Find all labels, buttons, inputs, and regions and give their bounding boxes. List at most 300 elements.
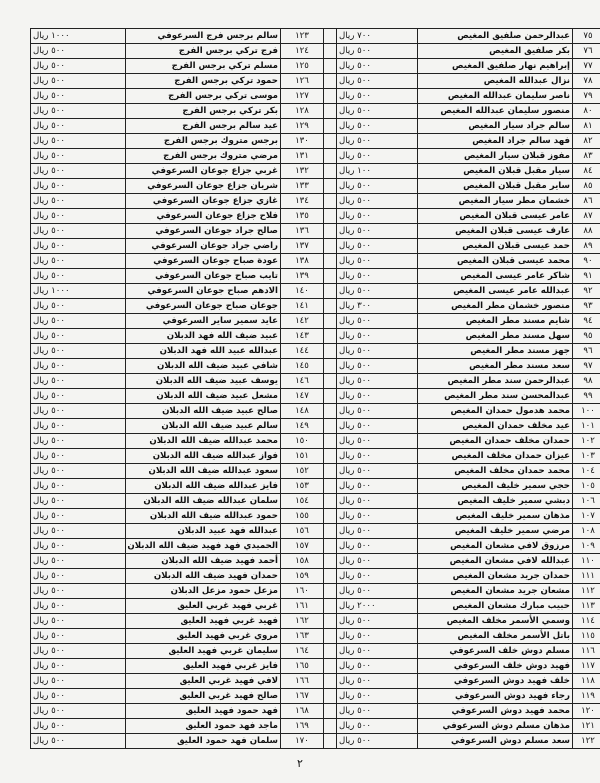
row-number-cell: ٨٩ <box>573 239 600 254</box>
name-cell: محمد عبدالله ضيف الله الدبلان <box>126 434 281 449</box>
table-row <box>31 179 600 194</box>
row-number-cell: ١١٥ <box>573 629 600 644</box>
row-number-cell: ١٧٠ <box>281 734 324 749</box>
column-gap <box>324 74 337 89</box>
column-gap <box>324 239 337 254</box>
row-number-cell: ١١٦ <box>573 644 600 659</box>
column-gap <box>324 359 337 374</box>
column-gap <box>324 89 337 104</box>
row-number-cell: ١٣٣ <box>281 179 324 194</box>
amount-cell: ٥٠٠ ريال <box>337 269 418 284</box>
name-cell: جهز مسند مطر المغيص <box>418 344 573 359</box>
row-number-cell: ٩١ <box>573 269 600 284</box>
row-number-cell: ١٥٦ <box>281 524 324 539</box>
row-number-cell: ١٥٠ <box>281 434 324 449</box>
column-gap <box>324 209 337 224</box>
row-number-cell: ١٠٥ <box>573 479 600 494</box>
amount-cell: ٥٠٠ ريال <box>337 434 418 449</box>
amount-cell: ٥٠٠ ريال <box>31 74 126 89</box>
table-row <box>31 314 600 329</box>
amount-cell: ٥٠٠ ريال <box>31 134 126 149</box>
name-cell: خشمان مطر سيار المغيص <box>418 194 573 209</box>
amount-cell: ٥٠٠ ريال <box>337 569 418 584</box>
table-row <box>31 509 600 524</box>
amount-cell: ٥٠٠ ريال <box>337 659 418 674</box>
row-number-cell: ١٤٨ <box>281 404 324 419</box>
name-cell: فايز عبدالله ضيف الله الدبلان <box>126 479 281 494</box>
amount-cell: ٥٠٠ ريال <box>31 569 126 584</box>
table-row <box>31 659 600 674</box>
name-cell: سليمان غربي فهيد العليق <box>126 644 281 659</box>
row-number-cell: ١٤٢ <box>281 314 324 329</box>
name-cell: حمدان فهيد ضيف الله الدبلان <box>126 569 281 584</box>
amount-cell: ٥٠٠ ريال <box>337 614 418 629</box>
name-cell: عيد سالم برجس الفرج <box>126 119 281 134</box>
name-cell: عبدالله لافي مشعان المغيص <box>418 554 573 569</box>
row-number-cell: ٨٦ <box>573 194 600 209</box>
name-cell: مزعل حمود مزعل الدبلان <box>126 584 281 599</box>
name-cell: نزال عبدالله المغيص <box>418 74 573 89</box>
name-cell: الادهم صباح جوعان السرعوفي <box>126 284 281 299</box>
amount-cell: ٥٠٠ ريال <box>31 119 126 134</box>
table-row <box>31 569 600 584</box>
amount-cell: ٥٠٠ ريال <box>337 194 418 209</box>
table-row <box>31 464 600 479</box>
column-gap <box>324 149 337 164</box>
name-cell: محمد حمدان مخلف المغيص <box>418 464 573 479</box>
amount-cell: ٥٠٠ ريال <box>337 734 418 749</box>
amount-cell: ٥٠٠ ريال <box>337 254 418 269</box>
name-cell: حجي سمير خليف المغيص <box>418 479 573 494</box>
table-row <box>31 494 600 509</box>
name-cell: غربي جزاع جوعان السرعوفي <box>126 164 281 179</box>
amount-cell: ٧٠٠ ريال <box>337 29 418 44</box>
name-cell: عايد سمير ساير السرعوفي <box>126 314 281 329</box>
table-row <box>31 209 600 224</box>
column-gap <box>324 524 337 539</box>
amount-cell: ٥٠٠ ريال <box>337 89 418 104</box>
row-number-cell: ٨٠ <box>573 104 600 119</box>
row-number-cell: ١٠٣ <box>573 449 600 464</box>
table-row <box>31 329 600 344</box>
row-number-cell: ١١٩ <box>573 689 600 704</box>
amount-cell: ٥٠٠ ريال <box>31 539 126 554</box>
amount-cell: ٥٠٠ ريال <box>31 374 126 389</box>
name-cell: حمدان مخلف حمدان المغيص <box>418 434 573 449</box>
name-cell: حمد عيسى قبلان المغيص <box>418 239 573 254</box>
name-cell: سالم جراد سيار المغيص <box>418 119 573 134</box>
amount-cell: ٥٠٠ ريال <box>31 359 126 374</box>
row-number-cell: ١٤٦ <box>281 374 324 389</box>
amount-cell: ٥٠٠ ريال <box>337 539 418 554</box>
table-row <box>31 719 600 734</box>
name-cell: غربي فهيد غربي العليق <box>126 599 281 614</box>
row-number-cell: ١١٤ <box>573 614 600 629</box>
name-cell: شايم مسند مطر المغيص <box>418 314 573 329</box>
amount-cell: ٥٠٠ ريال <box>31 164 126 179</box>
column-gap <box>324 509 337 524</box>
name-cell: محمد هدمول حمدان المغيص <box>418 404 573 419</box>
amount-cell: ١٠٠٠ ريال <box>31 284 126 299</box>
row-number-cell: ٨٣ <box>573 149 600 164</box>
name-cell: صالح جراد جوعان السرعوفي <box>126 224 281 239</box>
column-gap <box>324 59 337 74</box>
column-gap <box>324 674 337 689</box>
row-number-cell: ٧٧ <box>573 59 600 74</box>
amount-cell: ٥٠٠ ريال <box>337 689 418 704</box>
row-number-cell: ١٤٥ <box>281 359 324 374</box>
amount-cell: ١٠٠٠ ريال <box>31 29 126 44</box>
column-gap <box>324 569 337 584</box>
row-number-cell: ١١٠ <box>573 554 600 569</box>
table-row <box>31 404 600 419</box>
row-number-cell: ٩٩ <box>573 389 600 404</box>
row-number-cell: ١٥٢ <box>281 464 324 479</box>
row-number-cell: ١٠٨ <box>573 524 600 539</box>
row-number-cell: ١٢٠ <box>573 704 600 719</box>
page-number: ٢ <box>297 757 303 770</box>
table-row <box>31 434 600 449</box>
column-gap <box>324 284 337 299</box>
name-cell: سعود عبدالله ضيف الله الدبلان <box>126 464 281 479</box>
row-number-cell: ٧٥ <box>573 29 600 44</box>
row-number-cell: ٩٠ <box>573 254 600 269</box>
name-cell: جوعان صباح جوعان السرعوفي <box>126 299 281 314</box>
row-number-cell: ١٦١ <box>281 599 324 614</box>
row-number-cell: ١٥٨ <box>281 554 324 569</box>
table-row <box>31 344 600 359</box>
row-number-cell: ١٤١ <box>281 299 324 314</box>
name-cell: سالم برجس فرج السرعوفي <box>126 29 281 44</box>
amount-cell: ٥٠٠ ريال <box>337 404 418 419</box>
name-cell: بكر صلفيق المغيص <box>418 44 573 59</box>
column-gap <box>324 134 337 149</box>
amount-cell: ٥٠٠ ريال <box>31 479 126 494</box>
name-cell: فهد سالم جراد المغيص <box>418 134 573 149</box>
row-number-cell: ١٣٨ <box>281 254 324 269</box>
table-row <box>31 239 600 254</box>
name-cell: حمود تركي برجس الفرج <box>126 74 281 89</box>
row-number-cell: ٨٨ <box>573 224 600 239</box>
amount-cell: ٥٠٠ ريال <box>337 359 418 374</box>
name-cell: مشعل عبيد ضيف الله الدبلان <box>126 389 281 404</box>
amount-cell: ٥٠٠ ريال <box>31 344 126 359</box>
contributions-table <box>30 28 600 749</box>
amount-cell: ٥٠٠ ريال <box>31 329 126 344</box>
table-row <box>31 359 600 374</box>
amount-cell: ٥٠٠ ريال <box>31 464 126 479</box>
column-gap <box>324 659 337 674</box>
name-cell: مسلم تركي برجس الفرج <box>126 59 281 74</box>
amount-cell: ٥٠٠ ريال <box>337 494 418 509</box>
name-cell: مسلم دوش خلف السرعوفي <box>418 644 573 659</box>
table-row <box>31 29 600 44</box>
name-cell: عبدالمحسن سند مطر المغيص <box>418 389 573 404</box>
row-number-cell: ١٤٣ <box>281 329 324 344</box>
amount-cell: ٥٠٠ ريال <box>31 719 126 734</box>
amount-cell: ٥٠٠ ريال <box>337 479 418 494</box>
table-row <box>31 449 600 464</box>
amount-cell: ٥٠٠ ريال <box>31 509 126 524</box>
name-cell: عبدالرحمن صلفيق المغيص <box>418 29 573 44</box>
amount-cell: ٥٠٠ ريال <box>337 59 418 74</box>
amount-cell: ٥٠٠ ريال <box>31 104 126 119</box>
column-gap <box>324 614 337 629</box>
table-row <box>31 524 600 539</box>
name-cell: باتل الأسمر مخلف المغيص <box>418 629 573 644</box>
name-cell: دبشي سمير خليف المغيص <box>418 494 573 509</box>
amount-cell: ٥٠٠ ريال <box>31 209 126 224</box>
name-cell: يوسف عبيد ضيف الله الدبلان <box>126 374 281 389</box>
amount-cell: ٥٠٠ ريال <box>31 44 126 59</box>
amount-cell: ٥٠٠ ريال <box>31 404 126 419</box>
amount-cell: ٥٠٠ ريال <box>337 584 418 599</box>
amount-cell: ٥٠٠ ريال <box>31 194 126 209</box>
row-number-cell: ١٠٦ <box>573 494 600 509</box>
name-cell: وسمي الأسمر مخلف المغيص <box>418 614 573 629</box>
name-cell: أحمد فهيد ضيف الله الدبلان <box>126 554 281 569</box>
column-gap <box>324 404 337 419</box>
name-cell: سعد مسند مطر المغيص <box>418 359 573 374</box>
row-number-cell: ١٢٣ <box>281 29 324 44</box>
amount-cell: ٥٠٠ ريال <box>337 44 418 59</box>
row-number-cell: ١٣٧ <box>281 239 324 254</box>
name-cell: فلاح جزاع جوعان السرعوفي <box>126 209 281 224</box>
column-gap <box>324 704 337 719</box>
amount-cell: ١٠٠ ريال <box>337 164 418 179</box>
column-gap <box>324 479 337 494</box>
column-gap <box>324 269 337 284</box>
name-cell: غازي جزاع جوعان السرعوفي <box>126 194 281 209</box>
name-cell: برجس متروك برجس الفرج <box>126 134 281 149</box>
name-cell: سعد مسلم دوش السرعوفي <box>418 734 573 749</box>
amount-cell: ٥٠٠ ريال <box>31 659 126 674</box>
column-gap <box>324 734 337 749</box>
name-cell: عيد مخلف حمدان المغيص <box>418 419 573 434</box>
column-gap <box>324 329 337 344</box>
name-cell: الحميدي فهد فهيد ضيف الله الدبلان <box>126 539 281 554</box>
table-row <box>31 704 600 719</box>
amount-cell: ٥٠٠ ريال <box>337 719 418 734</box>
amount-cell: ٥٠٠ ريال <box>31 254 126 269</box>
name-cell: مرزوق لافي مشعان المغيص <box>418 539 573 554</box>
column-gap <box>324 719 337 734</box>
amount-cell: ٥٠٠ ريال <box>337 179 418 194</box>
table-row <box>31 104 600 119</box>
column-gap <box>324 344 337 359</box>
column-gap <box>324 554 337 569</box>
amount-cell: ٥٠٠ ريال <box>31 524 126 539</box>
name-cell: مذهان سمير خليف المغيص <box>418 509 573 524</box>
row-number-cell: ١٦٠ <box>281 584 324 599</box>
amount-cell: ٥٠٠ ريال <box>337 239 418 254</box>
row-number-cell: ١٦٢ <box>281 614 324 629</box>
row-number-cell: ٨٧ <box>573 209 600 224</box>
column-gap <box>324 494 337 509</box>
name-cell: مرضي متروك برجس الفرج <box>126 149 281 164</box>
column-gap <box>324 644 337 659</box>
column-gap <box>324 314 337 329</box>
amount-cell: ٥٠٠ ريال <box>31 629 126 644</box>
name-cell: سلمان فهد حمود العليق <box>126 734 281 749</box>
table-row <box>31 584 600 599</box>
table-row <box>31 269 600 284</box>
amount-cell: ٥٠٠ ريال <box>31 149 126 164</box>
name-cell: فايز غربي فهيد العليق <box>126 659 281 674</box>
amount-cell: ٥٠٠ ريال <box>337 224 418 239</box>
amount-cell: ٥٠٠ ريال <box>337 344 418 359</box>
name-cell: ناصر سليمان عبدالله المغيص <box>418 89 573 104</box>
row-number-cell: ١١٧ <box>573 659 600 674</box>
row-number-cell: ١١٨ <box>573 674 600 689</box>
row-number-cell: ١٠٧ <box>573 509 600 524</box>
row-number-cell: ١٢٨ <box>281 104 324 119</box>
table-row <box>31 134 600 149</box>
amount-cell: ٥٠٠ ريال <box>31 314 126 329</box>
row-number-cell: ١٤٠ <box>281 284 324 299</box>
row-number-cell: ١٣٤ <box>281 194 324 209</box>
row-number-cell: ١٦٦ <box>281 674 324 689</box>
row-number-cell: ١٠١ <box>573 419 600 434</box>
name-cell: سالم عبيد ضيف الله الدبلان <box>126 419 281 434</box>
name-cell: عبدالله عامر عيسى المغيص <box>418 284 573 299</box>
amount-cell: ٥٠٠ ريال <box>31 599 126 614</box>
table-row <box>31 419 600 434</box>
row-number-cell: ٧٨ <box>573 74 600 89</box>
amount-cell: ٥٠٠ ريال <box>337 464 418 479</box>
row-number-cell: ١٥١ <box>281 449 324 464</box>
column-gap <box>324 419 337 434</box>
row-number-cell: ١٦٧ <box>281 689 324 704</box>
amount-cell: ٥٠٠ ريال <box>31 269 126 284</box>
column-gap <box>324 179 337 194</box>
column-gap <box>324 584 337 599</box>
row-number-cell: ١٣٥ <box>281 209 324 224</box>
row-number-cell: ١٤٤ <box>281 344 324 359</box>
amount-cell: ٥٠٠ ريال <box>337 329 418 344</box>
amount-cell: ٥٠٠ ريال <box>31 59 126 74</box>
table-row <box>31 254 600 269</box>
column-gap <box>324 434 337 449</box>
table-row <box>31 149 600 164</box>
amount-cell: ٥٠٠ ريال <box>31 179 126 194</box>
name-cell: منصور سليمان عبدالله المغيص <box>418 104 573 119</box>
amount-cell: ٥٠٠ ريال <box>337 134 418 149</box>
name-cell: مذهان مسلم دوش السرعوفي <box>418 719 573 734</box>
column-gap <box>324 29 337 44</box>
table-row <box>31 224 600 239</box>
name-cell: مفوز قبلان سيار المغيص <box>418 149 573 164</box>
name-cell: لافي فهيد غربي العليق <box>126 674 281 689</box>
column-gap <box>324 224 337 239</box>
row-number-cell: ١٢٥ <box>281 59 324 74</box>
amount-cell: ٥٠٠ ريال <box>337 524 418 539</box>
name-cell: فهيد دوش خلف السرعوفي <box>418 659 573 674</box>
name-cell: عارف عيسى قبلان المغيص <box>418 224 573 239</box>
row-number-cell: ١٦٥ <box>281 659 324 674</box>
name-cell: صالح فهيد غربي العليق <box>126 689 281 704</box>
name-cell: سلمان عبدالله ضيف الله الدبلان <box>126 494 281 509</box>
name-cell: رجاء فهيد دوش السرعوفي <box>418 689 573 704</box>
table-row <box>31 629 600 644</box>
amount-cell: ٥٠٠ ريال <box>31 614 126 629</box>
amount-cell: ٥٠٠ ريال <box>31 644 126 659</box>
row-number-cell: ١٠٩ <box>573 539 600 554</box>
table-body <box>31 29 600 749</box>
amount-cell: ٥٠٠ ريال <box>337 119 418 134</box>
amount-cell: ٥٠٠ ريال <box>31 674 126 689</box>
amount-cell: ٥٠٠ ريال <box>31 89 126 104</box>
column-gap <box>324 539 337 554</box>
row-number-cell: ٩٤ <box>573 314 600 329</box>
row-number-cell: ١٠٤ <box>573 464 600 479</box>
amount-cell: ٣٠٠ ريال <box>337 299 418 314</box>
name-cell: ساير مقبل قبلان المغيص <box>418 179 573 194</box>
row-number-cell: ١٤٩ <box>281 419 324 434</box>
row-number-cell: ٩٨ <box>573 374 600 389</box>
amount-cell: ٥٠٠ ريال <box>31 494 126 509</box>
name-cell: مرضي سمير خليف المغيص <box>418 524 573 539</box>
name-cell: مشعان جريد مشعان المغيص <box>418 584 573 599</box>
name-cell: محمد فهيد دوش السرعوفي <box>418 704 573 719</box>
name-cell: فهد حمود فهيد العليق <box>126 704 281 719</box>
amount-cell: ٥٠٠ ريال <box>31 224 126 239</box>
row-number-cell: ١٢٩ <box>281 119 324 134</box>
row-number-cell: ١٦٨ <box>281 704 324 719</box>
column-gap <box>324 299 337 314</box>
row-number-cell: ١٥٧ <box>281 539 324 554</box>
row-number-cell: ١٦٩ <box>281 719 324 734</box>
amount-cell: ٥٠٠ ريال <box>337 104 418 119</box>
name-cell: محمد عيسى قبلان المغيص <box>418 254 573 269</box>
name-cell: راضي جراد جوعان السرعوفي <box>126 239 281 254</box>
table-row <box>31 74 600 89</box>
row-number-cell: ١٠٢ <box>573 434 600 449</box>
row-number-cell: ٨١ <box>573 119 600 134</box>
table-row <box>31 614 600 629</box>
row-number-cell: ١٢٢ <box>573 734 600 749</box>
row-number-cell: ١٣٢ <box>281 164 324 179</box>
row-number-cell: ١٦٣ <box>281 629 324 644</box>
name-cell: سهل مسند مطر المغيص <box>418 329 573 344</box>
row-number-cell: ٩٧ <box>573 359 600 374</box>
table-row <box>31 44 600 59</box>
name-cell: شافي عبيد ضيف الله الدبلان <box>126 359 281 374</box>
name-cell: منصور خشمان مطر المغيص <box>418 299 573 314</box>
row-number-cell: ١٢٦ <box>281 74 324 89</box>
column-gap <box>324 194 337 209</box>
name-cell: عامر عيسى قبلان المغيص <box>418 209 573 224</box>
amount-cell: ٥٠٠ ريال <box>337 314 418 329</box>
row-number-cell: ١٣٠ <box>281 134 324 149</box>
name-cell: فهيد غربي فهيد العليق <box>126 614 281 629</box>
name-cell: عبدالرحمن سند مطر المغيص <box>418 374 573 389</box>
row-number-cell: ٨٤ <box>573 164 600 179</box>
row-number-cell: ٧٩ <box>573 89 600 104</box>
table-row <box>31 644 600 659</box>
column-gap <box>324 164 337 179</box>
row-number-cell: ٩٥ <box>573 329 600 344</box>
row-number-cell: ١١٢ <box>573 584 600 599</box>
amount-cell: ٥٠٠ ريال <box>337 74 418 89</box>
name-cell: بكر تركي برجس الفرج <box>126 104 281 119</box>
name-cell: شاكر عامر عيسى المغيص <box>418 269 573 284</box>
row-number-cell: ١٣١ <box>281 149 324 164</box>
row-number-cell: ٨٥ <box>573 179 600 194</box>
row-number-cell: ١٤٧ <box>281 389 324 404</box>
name-cell: عودة صباح جوعان السرعوفي <box>126 254 281 269</box>
name-cell: سيار مقبل قبلان المغيص <box>418 164 573 179</box>
